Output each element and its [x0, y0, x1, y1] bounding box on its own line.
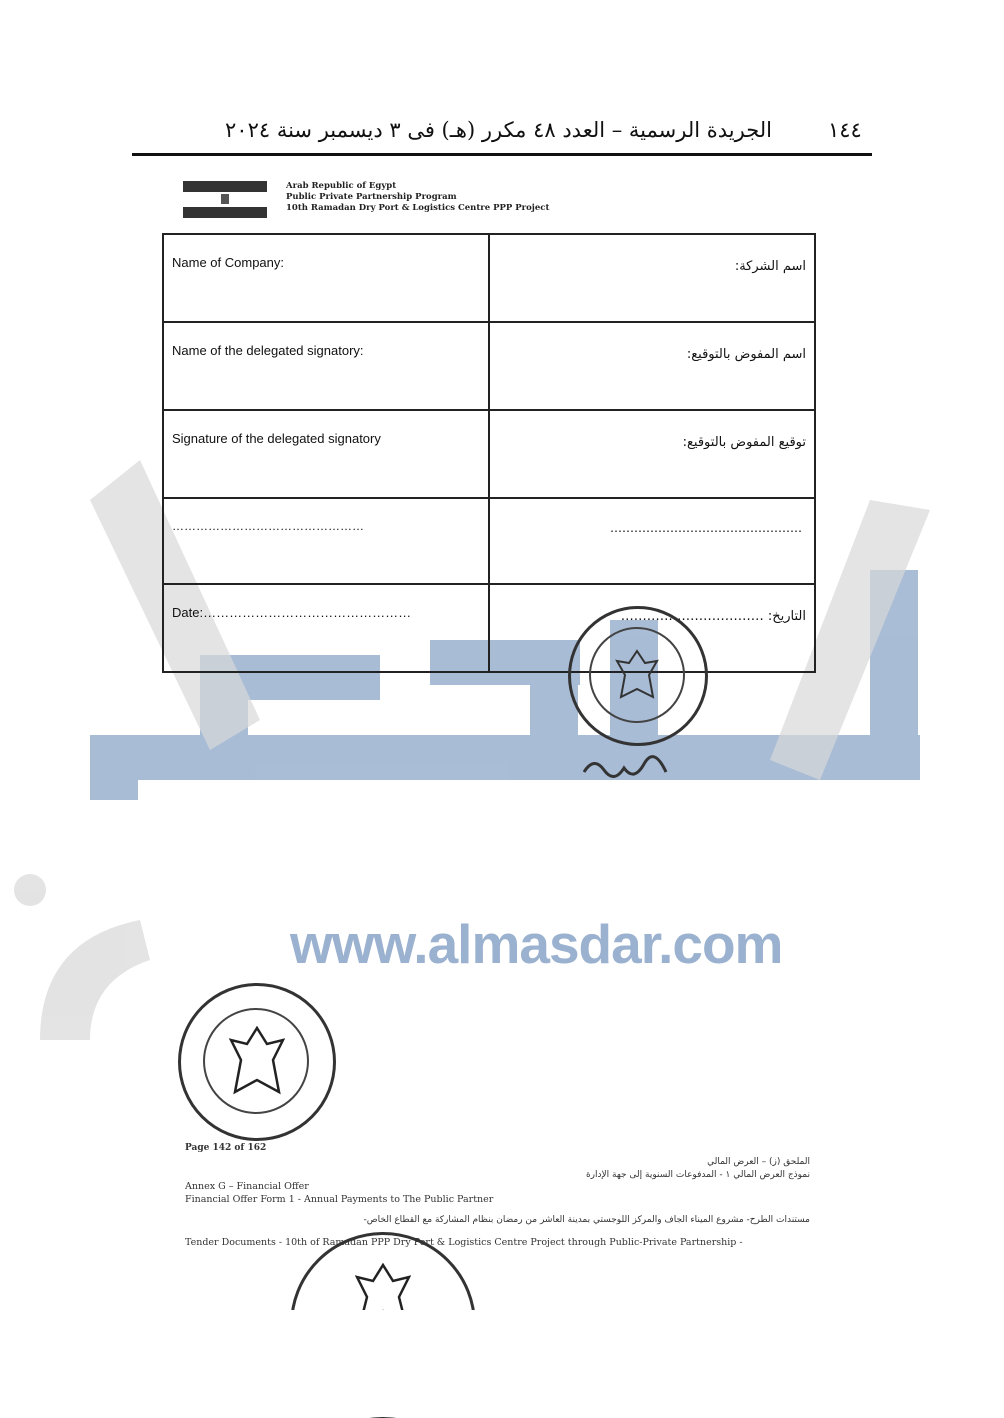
letterhead-line: Arab Republic of Egypt [286, 181, 397, 191]
handwritten-signature-icon [580, 752, 670, 788]
table-row [163, 498, 815, 584]
embedded-page-number: Page 142 of 162 [185, 1143, 267, 1153]
ppp-logo-icon [183, 181, 267, 221]
page-number: ١٤٤ [828, 118, 862, 142]
company-name-label-ar: اسم الشركة: [489, 234, 815, 322]
signature-label: Signature of the delegated signatory [163, 410, 489, 498]
letterhead-line: 10th Ramadan Dry Port & Logistics Centre PPP Project [286, 203, 550, 213]
header-rule [132, 153, 872, 156]
table-row [163, 234, 815, 322]
annex-title: Annex G – Financial Offer [185, 1181, 309, 1192]
company-name-label: Name of Company: [163, 234, 489, 322]
official-seal-icon [568, 606, 708, 746]
table-row [163, 410, 815, 498]
tender-docs: Tender Documents - 10th of Ramadan PPP Dry Port & Logistics Centre Project through Public-Private Partnership - [185, 1237, 743, 1248]
signatory-name-label-ar: اسم المفوض بالتوقيع: [489, 322, 815, 410]
annex-title-ar: الملحق (ز) – العرض المالي [707, 1157, 810, 1167]
letterhead-line: Public Private Partnership Program [286, 192, 457, 202]
signature-line-ar: ………………………………………… [489, 498, 815, 584]
signature-label-ar: توقيع المفوض بالتوقيع: [489, 410, 815, 498]
date-field-ar: التاريخ: …………………………… [489, 584, 815, 672]
watermark-url: www.almasdar.com [290, 913, 783, 975]
signature-line: ………………………………………… [163, 498, 489, 584]
form-title: Financial Offer Form 1 - Annual Payments to The Public Partner [185, 1194, 494, 1205]
page-bottom-margin [140, 1310, 860, 1417]
tender-docs-ar: مستندات الطرح- مشروع الميناء الجاف والمركز اللوجستي بمدينة العاشر من رمضان بنظام المشاركة مع القطاع الخاص- [363, 1215, 810, 1225]
cabinet-seal-icon [178, 983, 336, 1141]
letterhead-text [286, 181, 549, 214]
table-row [163, 322, 815, 410]
table-row [163, 584, 815, 672]
signatory-table [162, 233, 816, 673]
gazette-title: الجريدة الرسمية – العدد ٤٨ مكرر (هـ) فى ٣ ديسمبر سنة ٢٠٢٤ [225, 118, 772, 142]
signatory-name-label: Name of the delegated signatory: [163, 322, 489, 410]
form-title-ar: نموذج العرض المالي ١ - المدفوعات السنوية إلى جهة الإدارة [585, 1170, 810, 1180]
date-field: Date:………………………………………… [163, 584, 489, 672]
